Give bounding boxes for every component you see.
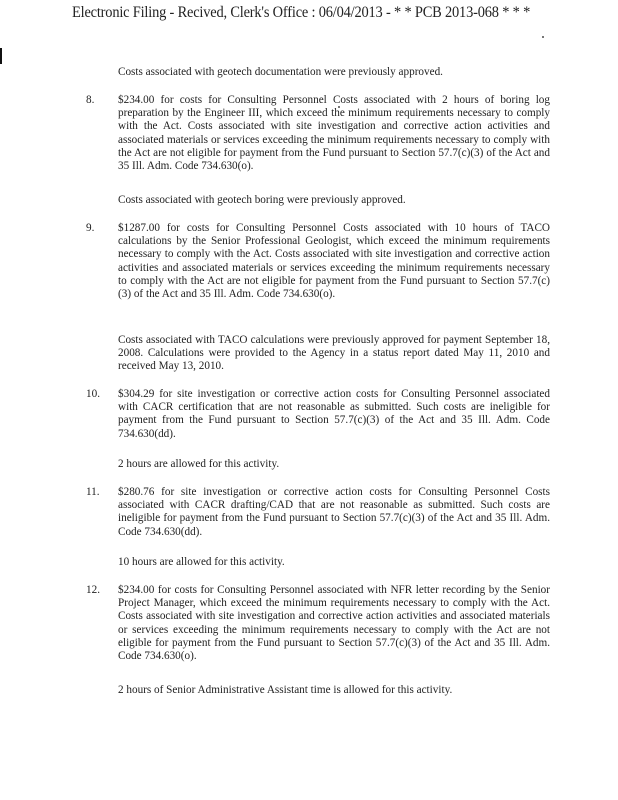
note-taco-calculations: Costs associated with TACO calculations were previously approved for payment September 18, 2008. Calculations were provided to the Agency in a status report dated May 11, 2010 and received May 13, 2010. — [118, 334, 550, 373]
item-number-9: 9. — [86, 222, 95, 234]
item-number-10: 10. — [86, 388, 100, 400]
scan-speck — [542, 36, 544, 38]
item-12-text: $234.00 for costs for Consulting Personnel associated with NFR letter recording by the Senior Project Manager, which exceed the minimum requirements necessary to comply with the Act. Costs associated with site investigation and corrective action activities and associated materials or services exceeding the minimum requirements necessary to comply with the Act are not eligible for payment from the Fund pursuant to Section 57.7(c)(3) of the Act and 35 Ill. Adm. Code 734.630(o). — [118, 584, 550, 663]
note-cacr-drafting-hours: 10 hours are allowed for this activity. — [118, 556, 285, 568]
note-geotech-documentation: Costs associated with geotech documentation were previously approved. — [118, 66, 443, 78]
item-11-text: $280.76 for site investigation or corrective action costs for Consulting Personnel Costs associated with CACR drafting/CAD that are not reasonable as submitted. Such costs are ineligible for payment from the Fund pursuant to Section 57.7(c)(3) of the Act and 35 Ill. Adm. Code 734.630(dd). — [118, 486, 550, 538]
item-number-8: 8. — [86, 94, 95, 106]
note-cacr-certification-hours: 2 hours are allowed for this activity. — [118, 458, 280, 470]
item-8-text: $234.00 for costs for Consulting Personnel Costs associated with 2 hours of boring log preparation by the Engineer III, which exceed the minimum requirements necessary to comply with the Act. Costs associated with site investigation and corrective action activities and associated materials or services exceeding the minimum requirements necessary to comply with the Act are not eligible for payment from the Fund pursuant to Section 57.7(c)(3) of the Act and 35 Ill. Adm. Code 734.630(o). — [118, 94, 550, 173]
item-number-11: 11. — [86, 486, 100, 498]
scan-mark — [0, 48, 2, 64]
item-number-12: 12. — [86, 584, 100, 596]
item-10-text: $304.29 for site investigation or corrective action costs for Consulting Personnel associated with CACR certification that are not reasonable as submitted. Such costs are ineligible for payment from the Fund pursuant to Section 57.7(c)(3) of the Act and 35 Ill. Adm. Code 734.630(dd). — [118, 388, 550, 440]
note-geotech-boring: Costs associated with geotech boring were previously approved. — [118, 194, 406, 206]
filing-stamp-header: Electronic Filing - Recived, Clerk's Office : 06/04/2013 - * * PCB 2013-068 * * * — [72, 4, 531, 21]
note-admin-assistant-time: 2 hours of Senior Administrative Assistant time is allowed for this activity. — [118, 684, 453, 696]
item-9-text: $1287.00 for costs for Consulting Personnel Costs associated with 10 hours of TACO calculations by the Senior Professional Geologist, which exceed the minimum requirements necessary to comply with the Act. Costs associated with site investigation and corrective action activities and associated materials or services exceeding the minimum requirements necessary to comply with the Act are not eligible for payment from the Fund pursuant to Section 57.7(c)(3) of the Act and 35 Ill. Adm. Code 734.630(o). — [118, 222, 550, 301]
